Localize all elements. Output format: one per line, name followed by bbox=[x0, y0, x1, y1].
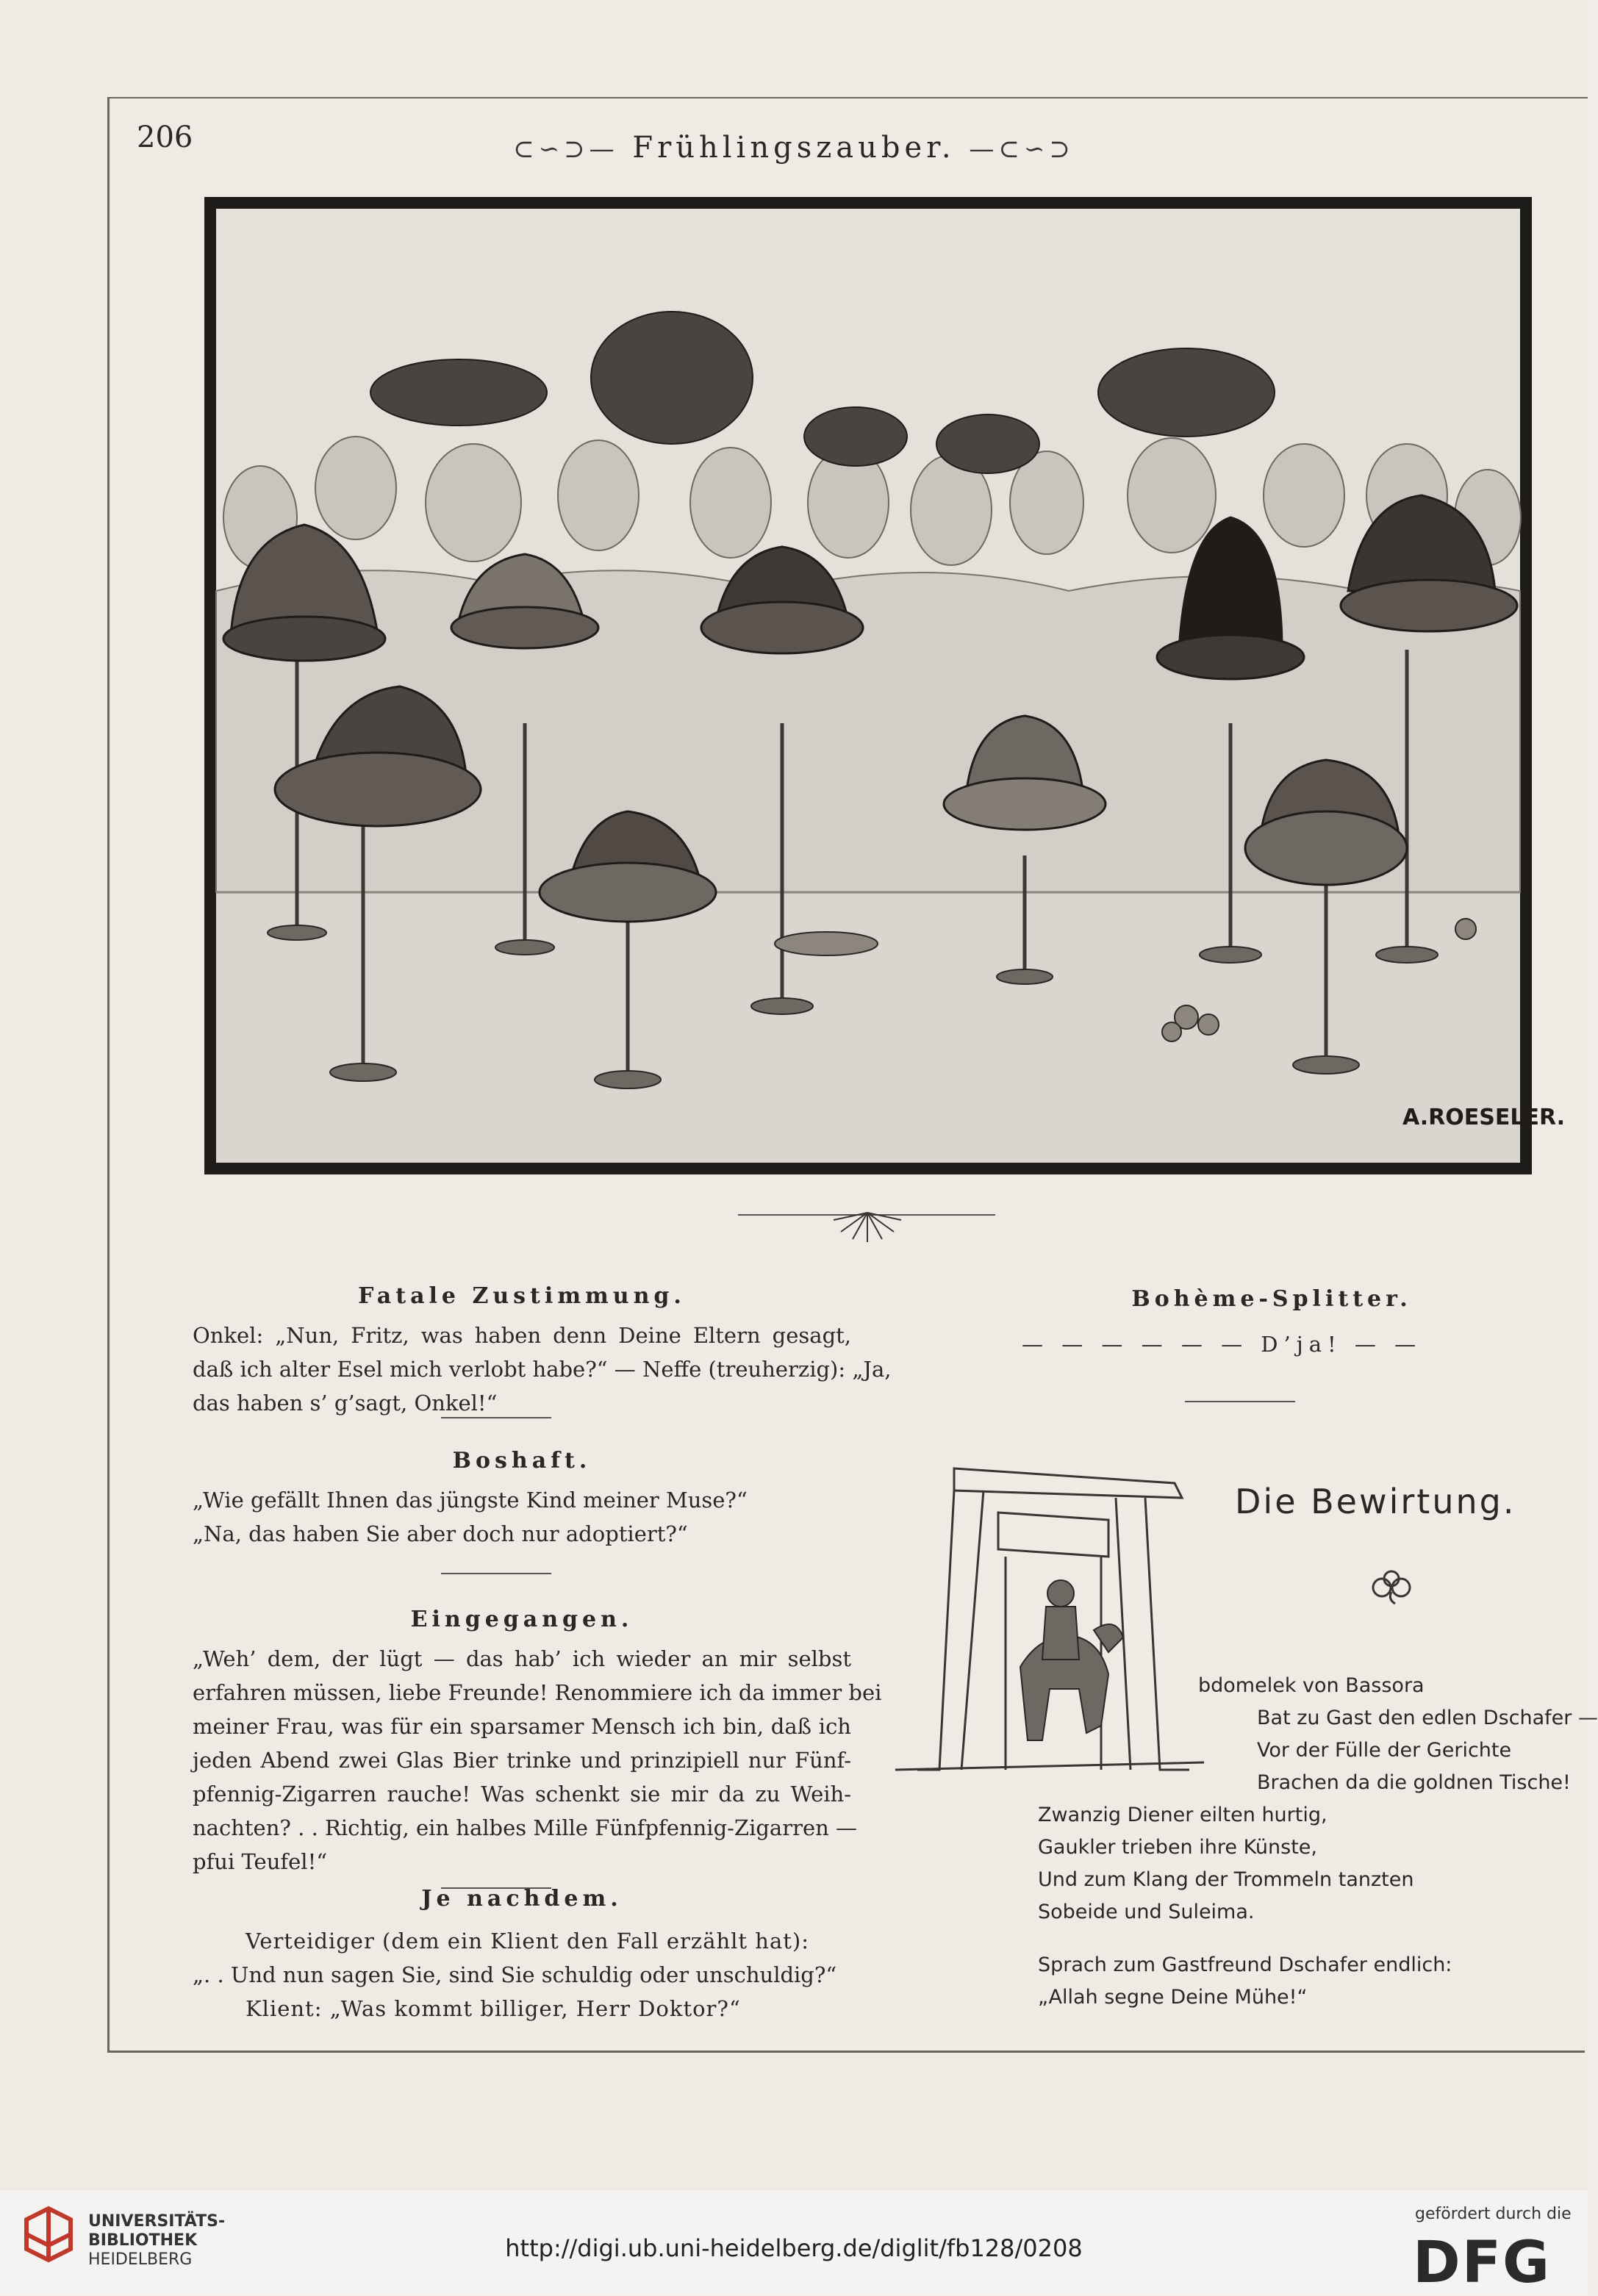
text-je-nachdem-1: Verteidiger (dem ein Klient den Fall erzählt hat): bbox=[246, 1929, 810, 1954]
page-border-top bbox=[107, 97, 1588, 98]
library-name-line: BIBLIOTHEK bbox=[88, 2231, 198, 2250]
permalink-url[interactable]: http://digi.ub.uni-heidelberg.de/diglit/fb128/0208 bbox=[505, 2234, 1083, 2262]
text-line: pfennig-Zigarren rauche! Was schenkt sie mir da zu Weih- bbox=[193, 1782, 851, 1807]
heading-fatale-zustimmung: Fatale Zustimmung. bbox=[358, 1283, 686, 1309]
text-line: „Weh’ dem, der lügt — das hab’ ich wieder an mir selbst bbox=[193, 1646, 851, 1671]
gate-rider-illustration bbox=[895, 1446, 1204, 1784]
text-line: nachten? . . Richtig, ein halbes Mille Fünfpfennig-Zigarren — bbox=[193, 1815, 857, 1840]
text-line: pfui Teufel!“ bbox=[193, 1849, 328, 1874]
poem-line: Vor der Fülle der Gerichte bbox=[1257, 1739, 1512, 1762]
text-line: meiner Frau, was für ein sparsamer Mensch ich bin, daß ich bbox=[193, 1714, 851, 1739]
text-eingegangen bbox=[193, 1642, 882, 1879]
hat-shop-illustration bbox=[204, 197, 1566, 1174]
text-boshaft-2: „Na, das haben Sie aber doch nur adoptiert?“ bbox=[193, 1521, 688, 1546]
shamrock-ornament-icon bbox=[1366, 1570, 1417, 1607]
poem-line: Zwanzig Diener eilten hurtig, bbox=[1038, 1804, 1328, 1826]
poem-line: Gaukler trieben ihre Künste, bbox=[1038, 1836, 1318, 1859]
dfg-logo: DFG bbox=[1413, 2230, 1552, 2296]
text-je-nachdem-3: Klient: „Was kommt billiger, Herr Doktor?“ bbox=[246, 1996, 741, 2021]
heading-je-nachdem: Je nachdem. bbox=[421, 1886, 623, 1912]
right-flourish-icon: —⊂∽⊃ bbox=[969, 134, 1075, 164]
poem-line: Brachen da die goldnen Tische! bbox=[1257, 1771, 1571, 1794]
text-line: Onkel: „Nun, Fritz, was haben denn Deine Eltern gesagt, bbox=[193, 1323, 851, 1348]
poem-line: „Allah segne Deine Mühe!“ bbox=[1038, 1986, 1308, 2009]
illustration-signature: A.ROESELER. bbox=[1402, 1105, 1566, 1130]
page-border-left bbox=[107, 97, 110, 2052]
illustration-drawing bbox=[216, 209, 1566, 1163]
poem-line: Sprach zum Gastfreund Dschafer endlich: bbox=[1038, 1954, 1452, 1976]
heading-eingegangen: Eingegangen. bbox=[410, 1607, 634, 1632]
heading-boheme-splitter: Bohème-Splitter. bbox=[1131, 1286, 1412, 1312]
heading-die-bewirtung: Die Bewirtung. bbox=[1235, 1482, 1516, 1521]
separator-rule bbox=[1185, 1401, 1295, 1402]
text-line: erfahren müssen, liebe Freunde! Renommiere ich da immer bei bbox=[193, 1680, 882, 1705]
text-je-nachdem-2: „. . Und nun sagen Sie, sind Sie schuldig oder unschuldig?“ bbox=[193, 1962, 837, 1987]
running-title-line bbox=[0, 131, 1588, 165]
heading-boshaft: Boshaft. bbox=[452, 1448, 592, 1474]
separator-rule bbox=[441, 1573, 551, 1574]
poem-line: Sobeide und Suleima. bbox=[1038, 1901, 1255, 1923]
sunburst-ornament-icon bbox=[831, 1210, 904, 1246]
text-line: jeden Abend zwei Glas Bier trinke und prinzipiell nur Fünf- bbox=[193, 1748, 851, 1773]
text-line: das haben s’ g’sagt, Onkel!“ bbox=[193, 1391, 498, 1416]
left-flourish-icon: ⊂∽⊃— bbox=[513, 134, 619, 164]
text-line: daß ich alter Esel mich verlobt habe?“ — Neffe (treuherzig): „Ja, bbox=[193, 1357, 892, 1382]
separator-rule bbox=[441, 1417, 551, 1418]
poem-line: Bat zu Gast den edlen Dschafer — bbox=[1257, 1707, 1598, 1729]
poem-line: bdomelek von Bassora bbox=[1198, 1674, 1425, 1697]
page-number: 206 bbox=[137, 121, 193, 154]
funding-note: gefördert durch die bbox=[1415, 2205, 1572, 2223]
text-fatale-zustimmung bbox=[193, 1319, 892, 1420]
library-name-line: HEIDELBERG bbox=[88, 2250, 193, 2269]
text-boshaft-1: „Wie gefällt Ihnen das jüngste Kind meiner Muse?“ bbox=[193, 1488, 748, 1513]
page-border-bottom bbox=[107, 2051, 1585, 2053]
poem-line: Und zum Klang der Trommeln tanzten bbox=[1038, 1868, 1414, 1891]
text-boheme-splitter: — — — — — — D’ja! — — bbox=[1022, 1332, 1422, 1357]
running-title: Frühlingszauber. bbox=[632, 131, 956, 165]
library-name-line: UNIVERSITÄTS- bbox=[88, 2212, 226, 2231]
